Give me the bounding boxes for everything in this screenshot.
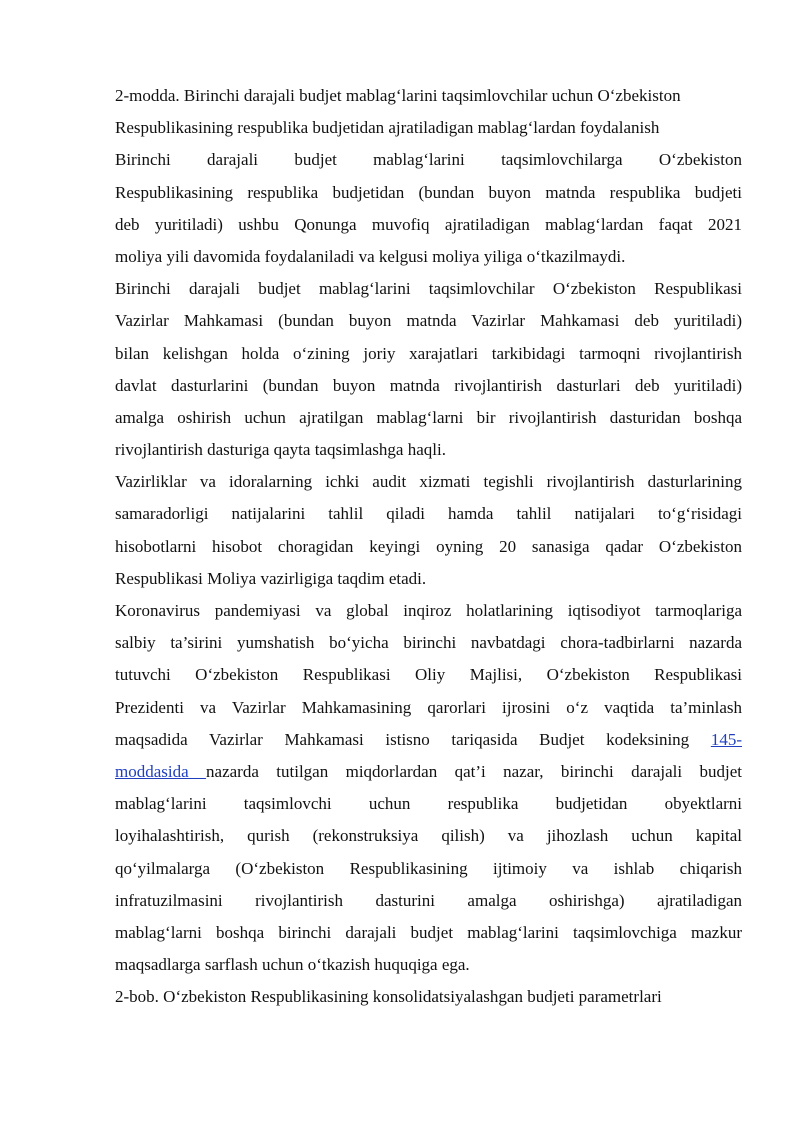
paragraph-line: Prezidenti va Vazirlar Mahkamasining qarorlari ijrosini o‘z vaqtida ta’minlash	[115, 697, 742, 717]
paragraph-line-with-link	[115, 724, 742, 756]
paragraph-line: bilan kelishgan holda o‘zining joriy xarajatlari tarkibidagi tarmoqni rivojlantirish	[115, 343, 742, 363]
article-heading-line: Respublikasining respublika budjetidan ajratiladigan mablag‘lardan foydalanish	[115, 118, 660, 138]
paragraph-line: hisobotlarni hisobot choragidan keyingi oyning 20 sanasiga qadar O‘zbekiston	[115, 536, 742, 556]
paragraph-line: Koronavirus pandemiyasi va global inqiroz holatlarining iqtisodiyot tarmoqlariga	[115, 601, 742, 620]
paragraph-line: moliya yili davomida foydalaniladi va kelgusi moliya yiliga o‘tkazilmaydi.	[115, 246, 626, 266]
article-heading-line: 2-modda. Birinchi darajali budjet mablag‘larini taqsimlovchilar uchun O‘zbekiston	[115, 86, 681, 105]
paragraph-line: deb yuritiladi) ushbu Qonunga muvofiq ajratiladigan mablag‘lardan faqat 2021	[115, 214, 742, 234]
paragraph-line: samaradorligi natijalarini tahlil qiladi hamda tahlil natijalari to‘g‘risidagi	[115, 504, 742, 524]
paragraph-line: infratuzilmasini rivojlantirish dasturini amalga oshirishga) ajratiladigan	[115, 890, 742, 910]
paragraph-line: amalga oshirish uchun ajratilgan mablag‘larni bir rivojlantirish dasturidan boshqa	[115, 407, 742, 427]
paragraph-line: tutuvchi O‘zbekiston Respublikasi Oliy Majlisi, O‘zbekiston Respublikasi	[115, 665, 742, 685]
paragraph-line: Vazirliklar va idoralarning ichki audit xizmati tegishli rivojlantirish dasturlarining	[115, 472, 742, 492]
paragraph-text: maqsadida Vazirlar Mahkamasi istisno tariqasida Budjet kodeksining	[115, 729, 690, 749]
article-145-link[interactable]: 145-	[710, 729, 742, 749]
paragraph-line: Vazirlar Mahkamasi (bundan buyon matnda Vazirlar Mahkamasi deb yuritiladi)	[115, 311, 742, 331]
document-body	[115, 80, 742, 1013]
paragraph-line: Respublikasi Moliya vazirligiga taqdim etadi.	[115, 568, 427, 588]
paragraph-line: maqsadlarga sarflash uchun o‘tkazish huquqiga ega.	[115, 955, 470, 975]
article-145-link-continued[interactable]: moddasida	[115, 761, 207, 781]
paragraph-line: Respublikasining respublika budjetidan (bundan buyon matnda respublika budjeti	[115, 182, 742, 202]
chapter-heading: 2-bob. O‘zbekiston Respublikasining konsolidatsiyalashgan budjeti parametrlari	[115, 987, 662, 1007]
paragraph-line: mablag‘larini taqsimlovchi uchun respublika budjetidan obyektlarni	[115, 794, 742, 814]
paragraph-line: rivojlantirish dasturiga qayta taqsimlashga haqli.	[115, 440, 446, 460]
paragraph-line: salbiy ta’sirini yumshatish bo‘yicha birinchi navbatdagi chora-tadbirlarni nazarda	[115, 633, 742, 653]
paragraph-line: loyihalashtirish, qurish (rekonstruksiya qilish) va jihozlash uchun kapital	[115, 826, 742, 846]
paragraph-line: qo‘yilmalarga (O‘zbekiston Respublikasining ijtimoiy va ishlab chiqarish	[115, 858, 742, 878]
paragraph-line: Birinchi darajali budjet mablag‘larini taqsimlovchilarga O‘zbekiston	[115, 150, 742, 170]
paragraph-line: davlat dasturlarini (bundan buyon matnda rivojlantirish dasturlari deb yuritiladi)	[115, 375, 742, 395]
paragraph-line: Birinchi darajali budjet mablag‘larini taqsimlovchilar O‘zbekiston Respublikasi	[115, 279, 742, 299]
paragraph-line: mablag‘larni boshqa birinchi darajali budjet mablag‘larini taqsimlovchiga mazkur	[115, 922, 742, 942]
paragraph-line-with-link	[115, 756, 742, 788]
paragraph-text: nazarda tutilgan miqdorlardan qat’i nazar, birinchi darajali budjet	[206, 761, 742, 781]
